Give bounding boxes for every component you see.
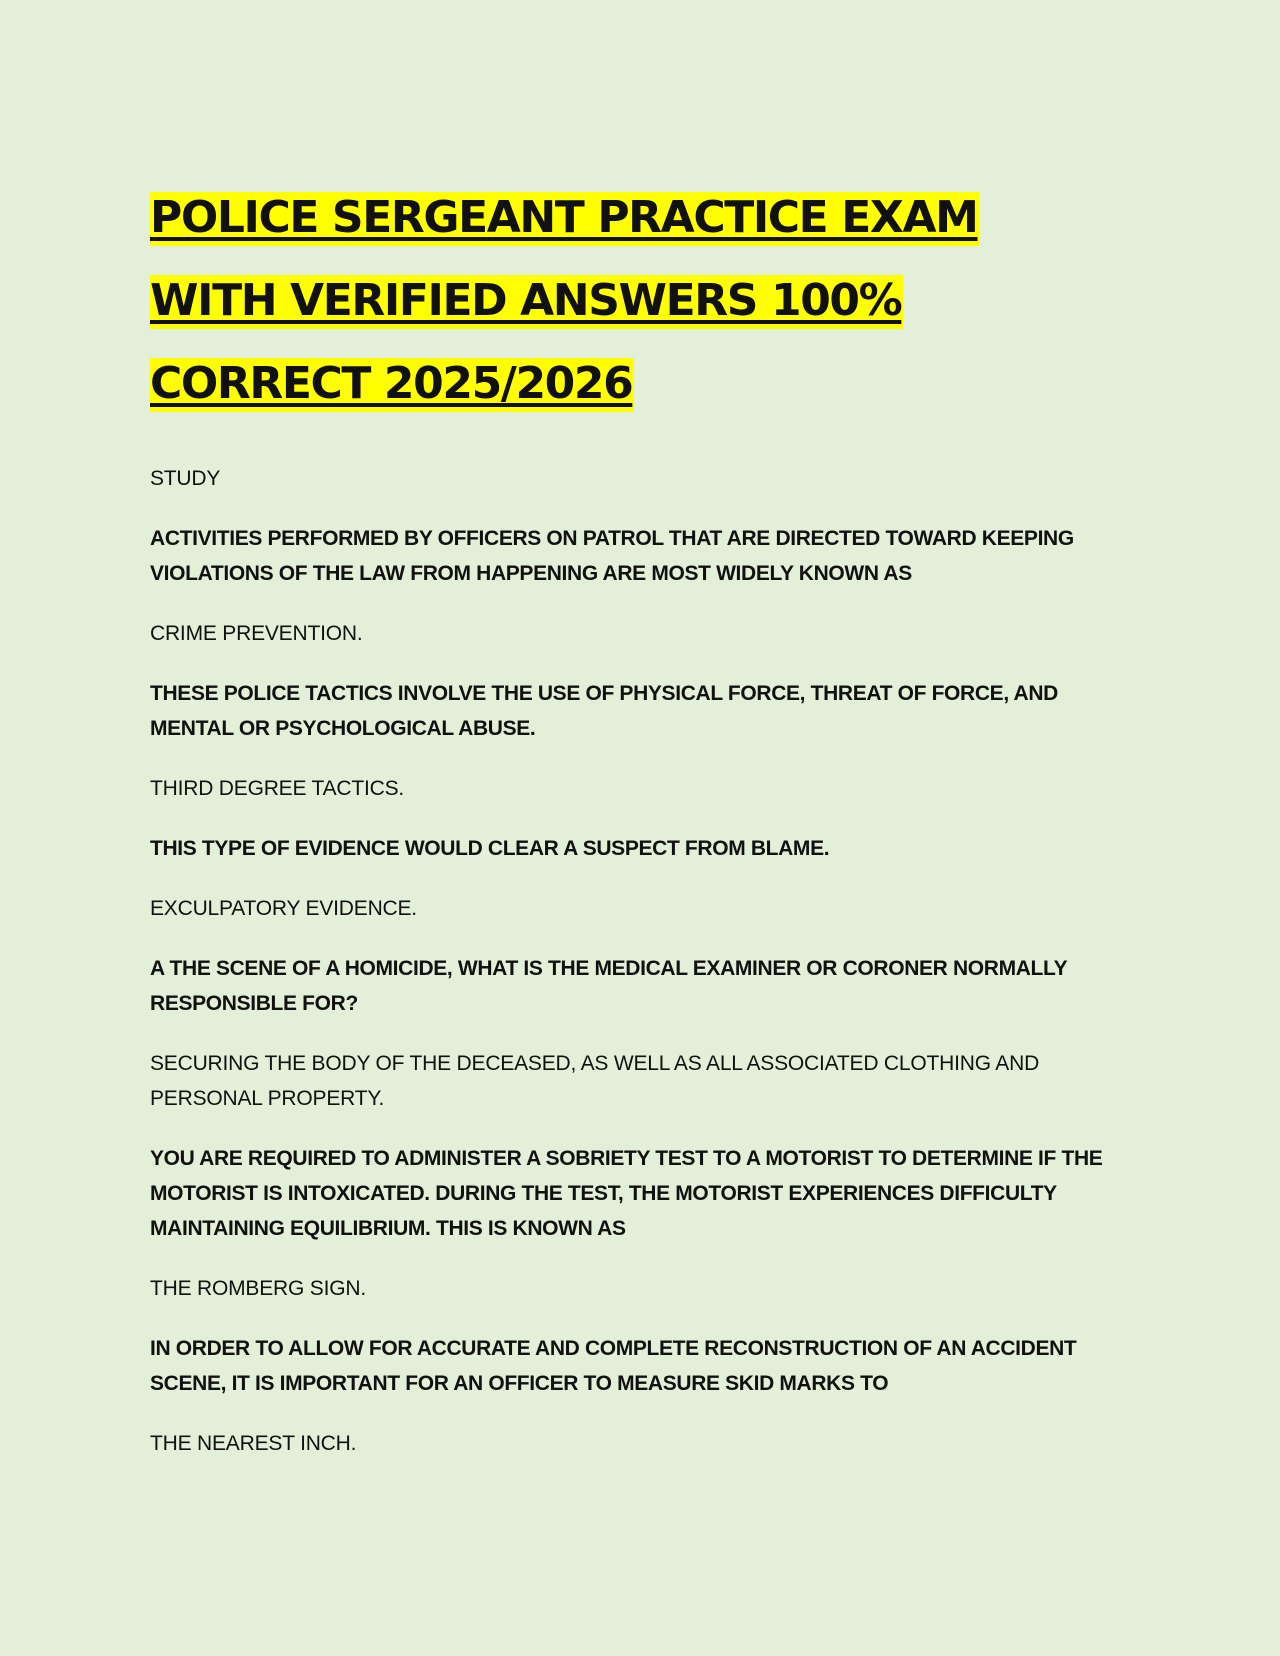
answer-1: CRIME PREVENTION. bbox=[150, 622, 363, 645]
title-line-3: CORRECT 2025/2026 bbox=[150, 342, 634, 425]
title-line-2: WITH VERIFIED ANSWERS 100% bbox=[150, 259, 903, 342]
question-5: YOU ARE REQUIRED TO ADMINISTER A SOBRIETY TEST TO A MOTORIST TO DETERMINE IF THE MOTORIST IS INTOXICATED. DURING THE TEST, THE MOTORIST EXPERIENCES DIFFICULTY MAINTAINING EQUILIBRIUM. THIS IS KNOWN AS bbox=[150, 1147, 1103, 1240]
answer-5: THE ROMBERG SIGN. bbox=[150, 1277, 366, 1300]
answer-2: THIRD DEGREE TACTICS. bbox=[150, 777, 405, 800]
answer-4: SECURING THE BODY OF THE DECEASED, AS WELL AS ALL ASSOCIATED CLOTHING AND PERSONAL PROPERTY. bbox=[150, 1052, 1040, 1110]
question-6: IN ORDER TO ALLOW FOR ACCURATE AND COMPLETE RECONSTRUCTION OF AN ACCIDENT SCENE, IT IS IMPORTANT FOR AN OFFICER TO MEASURE SKID MARKS TO bbox=[150, 1337, 1077, 1395]
question-1: ACTIVITIES PERFORMED BY OFFICERS ON PATROL THAT ARE DIRECTED TOWARD KEEPING VIOLATIONS OF THE LAW FROM HAPPENING ARE MOST WIDELY KNOWN AS bbox=[150, 527, 1074, 585]
question-2: THESE POLICE TACTICS INVOLVE THE USE OF PHYSICAL FORCE, THREAT OF FORCE, AND MENTAL OR PSYCHOLOGICAL ABUSE. bbox=[150, 682, 1058, 740]
question-4: A THE SCENE OF A HOMICIDE, WHAT IS THE MEDICAL EXAMINER OR CORONER NORMALLY RESPONSIBLE FOR? bbox=[150, 957, 1067, 1015]
section-label: STUDY bbox=[150, 467, 221, 490]
document-page bbox=[150, 176, 1130, 1486]
answer-6: THE NEAREST INCH. bbox=[150, 1432, 357, 1455]
document-title bbox=[150, 176, 1130, 425]
question-3: THIS TYPE OF EVIDENCE WOULD CLEAR A SUSPECT FROM BLAME. bbox=[150, 837, 830, 860]
title-line-1: POLICE SERGEANT PRACTICE EXAM bbox=[150, 176, 979, 259]
answer-3: EXCULPATORY EVIDENCE. bbox=[150, 897, 417, 920]
